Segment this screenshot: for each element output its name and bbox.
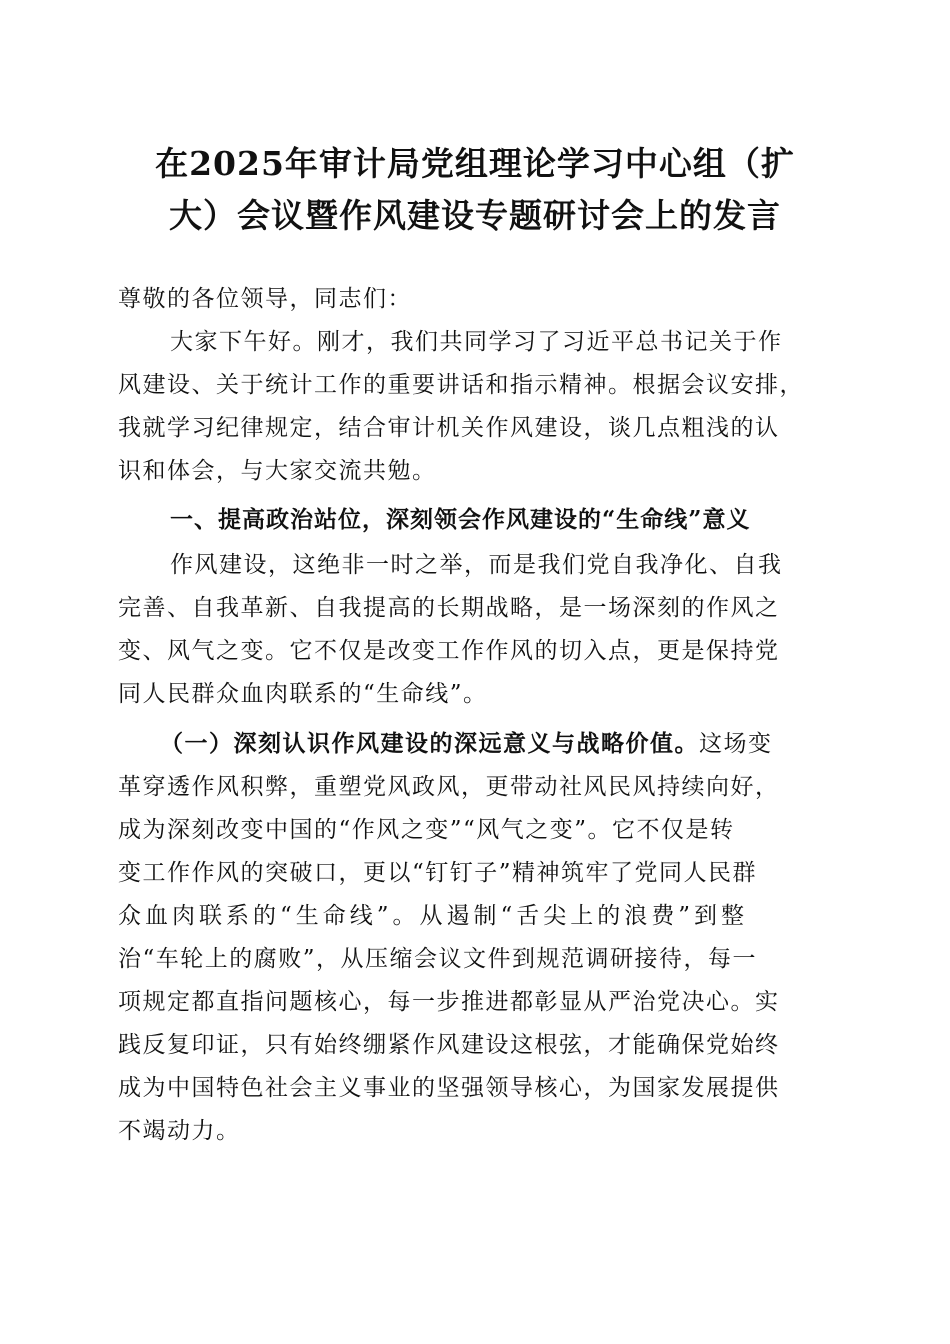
paragraph-line: 变、风气之变。它不仅是改变工作作风的切入点，更是保持党 (118, 638, 780, 664)
salutation: 尊敬的各位领导，同志们： (118, 286, 412, 312)
document-title (118, 138, 832, 242)
subsection-line (160, 728, 773, 760)
paragraph-line: 众血肉联系的“生命线”。从遏制“舌尖上的浪费”到整 (118, 903, 749, 929)
intro-line: 我就学习纪律规定，结合审计机关作风建设，谈几点粗浅的认 (118, 415, 780, 441)
paragraph-line: 践反复印证，只有始终绷紧作风建设这根弦，才能确保党始终 (118, 1032, 780, 1058)
title-line: 在2025年审计局党组理论学习中心组（扩 (155, 144, 795, 183)
paragraph-line: 成为深刻改变中国的“作风之变”“风气之变”。它不仅是转 (118, 817, 735, 843)
subsection-heading: （一）深刻认识作风建设的深远意义与战略价值。 (160, 730, 699, 757)
intro-line: 识和体会，与大家交流共勉。 (118, 458, 437, 484)
subsection-text: 这场变 (699, 731, 773, 757)
paragraph-line: 作风建设，这绝非一时之举，而是我们党自我净化、自我 (170, 552, 783, 578)
paragraph-line: 成为中国特色社会主义事业的坚强领导核心，为国家发展提供 (118, 1075, 780, 1101)
paragraph-line: 革穿透作风积弊，重塑党风政风，更带动社风民风持续向好， (118, 774, 780, 800)
intro-line: 风建设、关于统计工作的重要讲话和指示精神。根据会议安排， (118, 372, 804, 398)
paragraph-line: 变工作作风的突破口，更以“钉钉子”精神筑牢了党同人民群 (118, 860, 758, 886)
paragraph-line: 项规定都直指问题核心，每一步推进都彰显从严治党决心。实 (118, 989, 780, 1015)
paragraph-line: 同人民群众血肉联系的“生命线”。 (118, 681, 488, 707)
paragraph-line: 治“车轮上的腐败”，从压缩会议文件到规范调研接待，每一 (118, 946, 758, 972)
intro-line: 大家下午好。刚才，我们共同学习了习近平总书记关于作 (170, 329, 783, 355)
paragraph-line: 完善、自我革新、自我提高的长期战略，是一场深刻的作风之 (118, 595, 780, 621)
title-line: 大）会议暨作风建设专题研讨会上的发言 (169, 196, 781, 235)
section-heading: 一、提高政治站位，深刻领会作风建设的“生命线”意义 (170, 506, 751, 533)
paragraph-line: 不竭动力。 (118, 1118, 241, 1144)
